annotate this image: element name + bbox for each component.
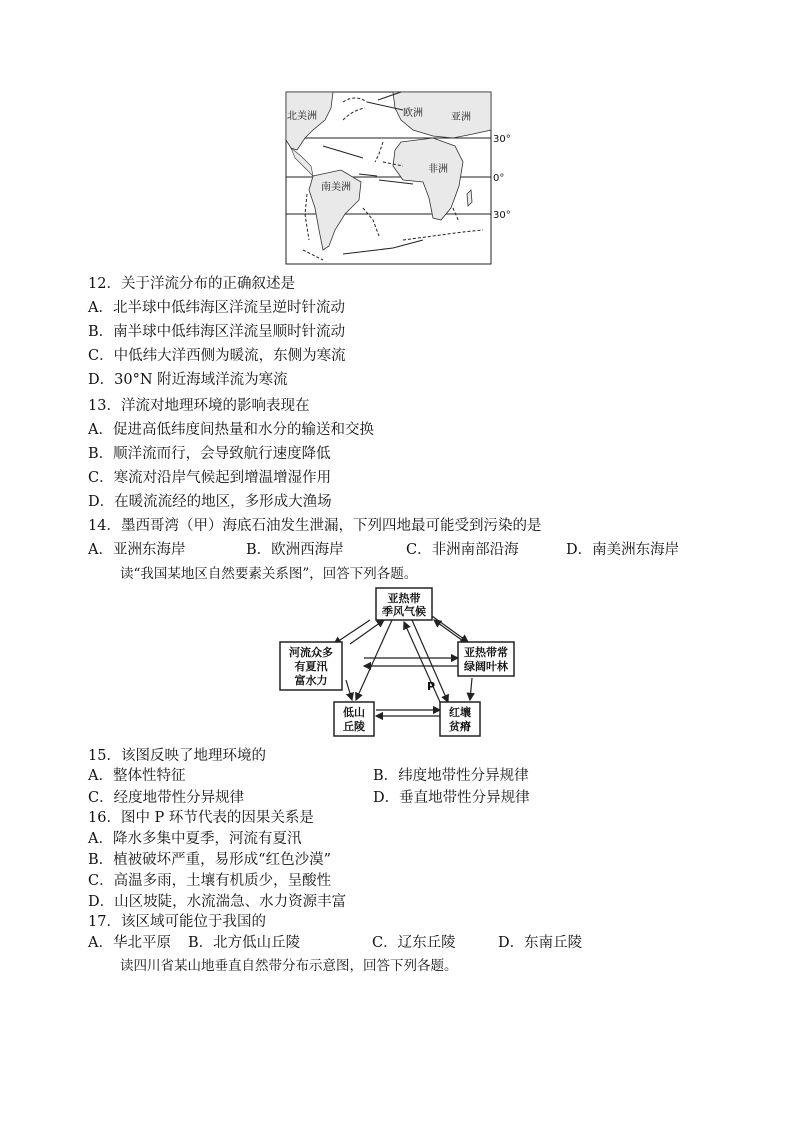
question-16-option-c: C．高温多雨，土壤有机质少，呈酸性 (88, 873, 332, 889)
natural-elements-diagram (272, 586, 522, 740)
intro-diagram: 读“我国某地区自然要素关系图”，回答下列各题。 (120, 566, 418, 582)
question-12-option-c: C．中低纬大洋西侧为暖流，东侧为寒流 (88, 348, 346, 364)
label-africa: 非洲 (428, 164, 448, 175)
p-label: P (427, 680, 436, 693)
question-14-option-c: C．非洲南部沿海 (406, 542, 519, 558)
box-rivers-line1: 河流众多 (289, 646, 333, 659)
question-16-option-b: B．植被破坏严重，易形成“红色沙漠” (88, 852, 331, 868)
ocean-current-map (283, 90, 513, 268)
question-15-option-d: D．垂直地带性分异规律 (373, 790, 530, 806)
box-climate-line1: 亚热带 (387, 592, 421, 605)
question-15-option-b: B．纬度地带性分异规律 (373, 768, 529, 784)
box-climate-line2: 季风气候 (382, 605, 426, 618)
question-12-option-d: D．30°N 附近海域洋流为寒流 (88, 372, 288, 388)
label-lat-30s: 30° (493, 210, 511, 221)
question-13-option-b: B．顺洋流而行，会导致航行速度降低 (88, 446, 331, 462)
question-15-option-c: C．经度地带性分异规律 (88, 790, 245, 806)
box-soil-line1: 红壤 (449, 706, 471, 719)
label-lat-0: 0° (493, 173, 505, 184)
question-14-option-b: B．欧洲西海岸 (246, 542, 344, 558)
intro-vertical-zones: 读四川省某山地垂直自然带分布示意图，回答下列各题。 (120, 958, 458, 974)
box-hills-line1: 低山 (343, 706, 365, 719)
question-13-stem: 13．洋流对地理环境的影响表现在 (88, 398, 310, 414)
question-17-option-a: A．华北平原 (88, 935, 171, 951)
label-south-america: 南美洲 (321, 182, 351, 193)
question-15-stem: 15．该图反映了地理环境的 (88, 748, 266, 764)
label-europe: 欧洲 (403, 108, 423, 119)
question-13-option-a: A．促进高低纬度间热量和水分的输送和交换 (88, 422, 374, 438)
box-rivers-line2: 有夏汛 (294, 660, 328, 673)
question-12-stem: 12．关于洋流分布的正确叙述是 (88, 276, 295, 292)
box-rivers-line3: 富水力 (294, 674, 328, 687)
question-13-option-c: C．寒流对沿岸气候起到增温增湿作用 (88, 470, 332, 486)
question-17-option-d: D．东南丘陵 (498, 935, 583, 951)
question-14-stem: 14．墨西哥湾（甲）海底石油发生泄漏，下列四地最可能受到污染的是 (88, 518, 542, 534)
question-16-option-d: D．山区坡陡，水流湍急、水力资源丰富 (88, 894, 347, 910)
question-16-option-a: A．降水多集中夏季，河流有夏汛 (88, 831, 302, 847)
question-16-stem: 16．图中 P 环节代表的因果关系是 (88, 810, 314, 826)
question-17-option-c: C．辽东丘陵 (372, 935, 456, 951)
label-asia: 亚洲 (451, 112, 471, 123)
box-forest-line2: 绿阔叶林 (464, 660, 508, 673)
box-hills-line2: 丘陵 (343, 720, 365, 733)
question-14-option-d: D．南美洲东海岸 (566, 542, 680, 558)
label-lat-30n: 30° (493, 134, 511, 145)
question-17-option-b: B．北方低山丘陵 (188, 935, 301, 951)
question-12-option-b: B．南半球中低纬海区洋流呈顺时针流动 (88, 324, 346, 340)
question-14-option-a: A．亚洲东海岸 (88, 542, 186, 558)
question-12-option-a: A．北半球中低纬海区洋流呈逆时针流动 (88, 300, 345, 316)
label-north-america: 北美洲 (287, 111, 317, 122)
box-soil-line2: 贫瘠 (449, 720, 471, 733)
question-13-option-d: D．在暖流流经的地区，多形成大渔场 (88, 494, 332, 510)
question-17-stem: 17．该区域可能位于我国的 (88, 914, 266, 930)
question-15-option-a: A．整体性特征 (88, 768, 186, 784)
box-forest-line1: 亚热带常 (464, 646, 508, 659)
